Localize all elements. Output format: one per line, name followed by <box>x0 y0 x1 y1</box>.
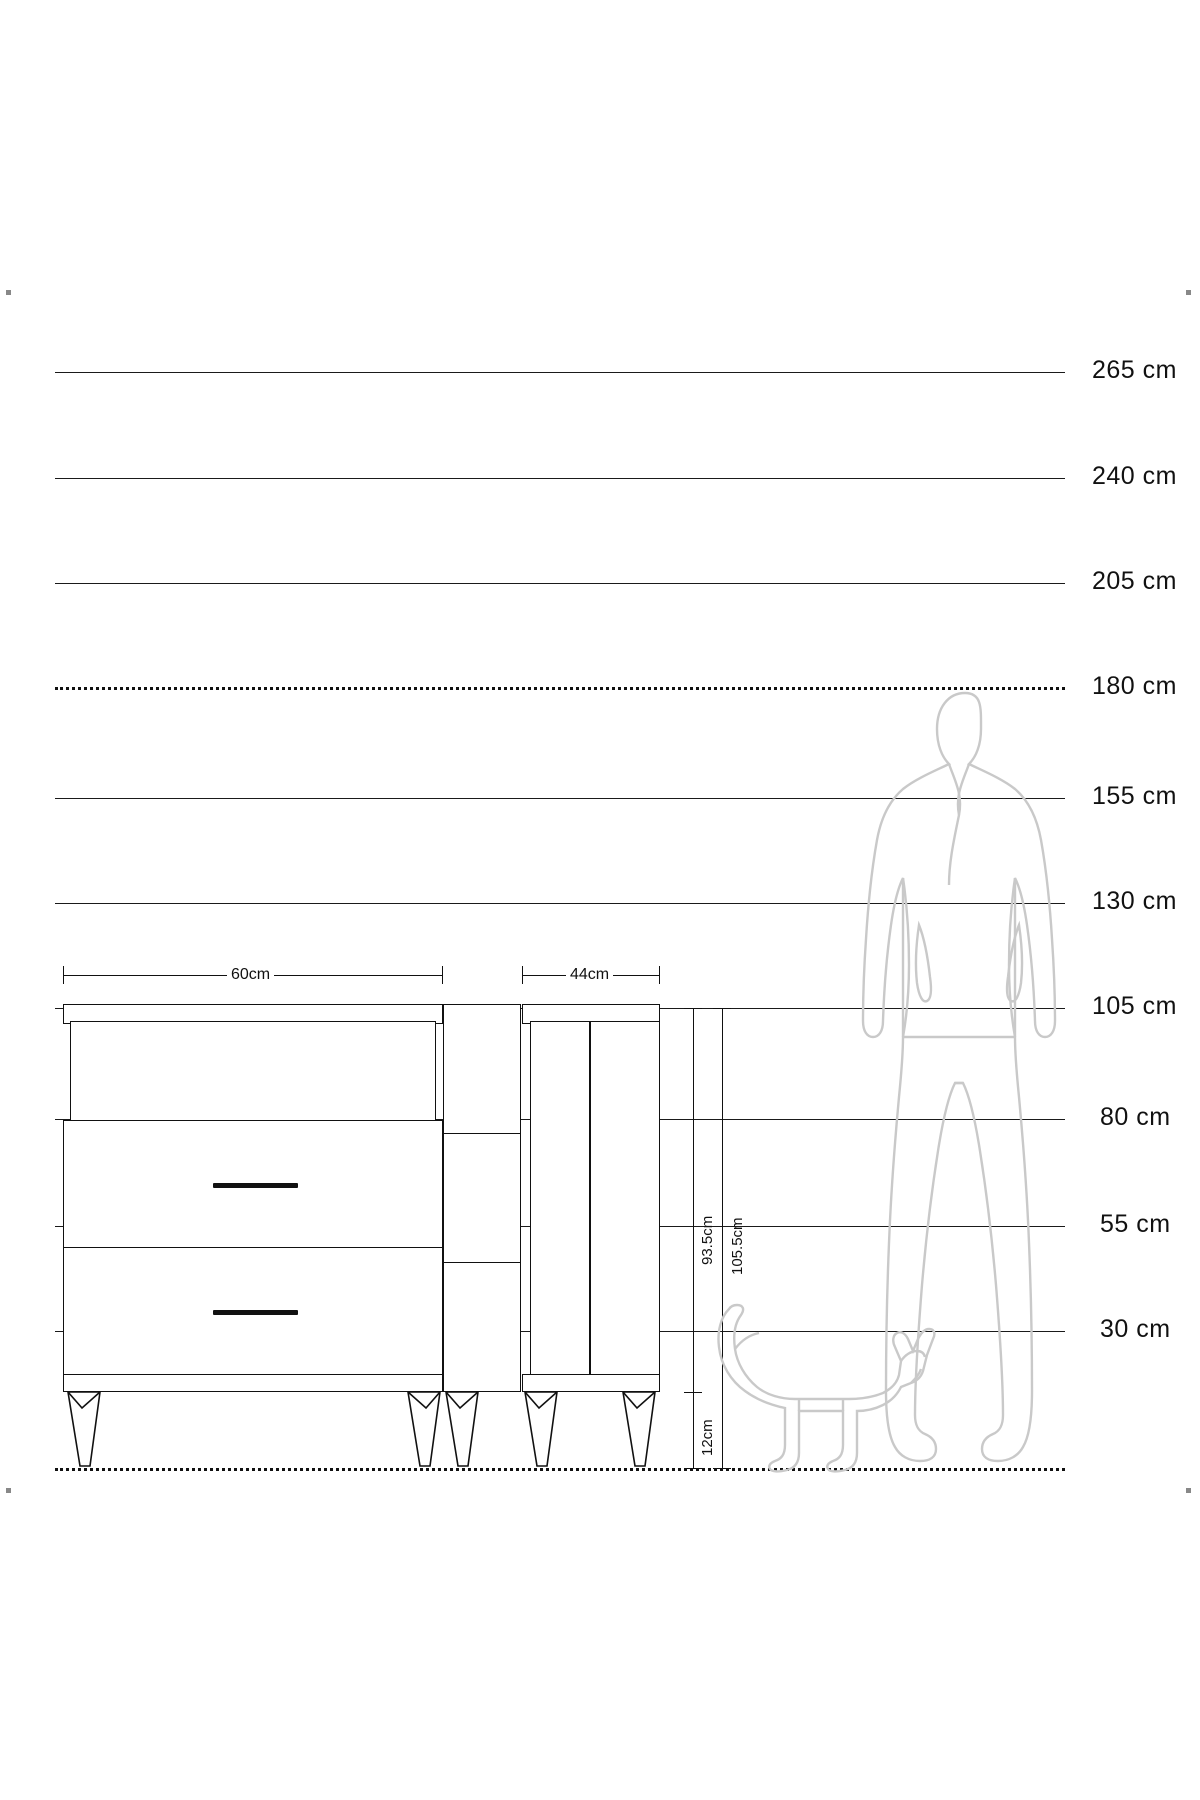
scale-label-205: 205 cm <box>1092 567 1177 595</box>
corner-mark-top-right <box>1186 290 1191 295</box>
height-dim-label-93-5: 93.5cm <box>699 1215 716 1265</box>
scale-label-80: 80 cm <box>1100 1103 1171 1131</box>
height-dim-line-12 <box>693 1392 694 1468</box>
scale-label-30: 30 cm <box>1100 1315 1171 1343</box>
height-dim-tick-bottom-12 <box>684 1468 702 1469</box>
height-dim-label-12: 12cm <box>699 1419 716 1456</box>
scale-label-240: 240 cm <box>1092 462 1177 490</box>
height-dim-label-105-5: 105.5cm <box>729 1217 746 1275</box>
dresser-drawer-1-handle[interactable] <box>213 1183 298 1188</box>
height-dim-tick-top-105-5 <box>713 1008 731 1009</box>
dresser-side-panel-mid <box>443 1133 521 1263</box>
scale-label-55: 55 cm <box>1100 1210 1171 1238</box>
height-dim-line-93-5 <box>693 1008 694 1392</box>
scale-line-240 <box>55 478 1065 479</box>
dresser-side-panel-bottom <box>443 1262 521 1392</box>
dresser-side-legs <box>440 1390 530 1472</box>
dresser-side-panel-top <box>443 1004 521 1134</box>
width-dim-tick-right-60 <box>442 966 443 984</box>
cat-silhouette <box>715 1295 955 1473</box>
width-dim-tick-left-60 <box>63 966 64 984</box>
scale-label-130: 130 cm <box>1092 887 1177 915</box>
width-dim-tick-right-44 <box>659 966 660 984</box>
dresser-open-shelf <box>70 1021 436 1121</box>
scale-label-105: 105 cm <box>1092 992 1177 1020</box>
width-dim-label-44: 44cm <box>566 967 613 983</box>
dresser-drawer-2-handle[interactable] <box>213 1310 298 1315</box>
height-dim-tick-top-93-5 <box>684 1008 702 1009</box>
scale-line-265 <box>55 372 1065 373</box>
cabinet-legs <box>519 1390 665 1472</box>
scale-line-205 <box>55 583 1065 584</box>
scale-label-180: 180 cm <box>1092 672 1177 700</box>
height-dim-tick-top-12 <box>684 1392 702 1393</box>
cabinet-door[interactable] <box>530 1021 590 1392</box>
corner-mark-bottom-right <box>1186 1488 1191 1493</box>
cabinet-side-panel <box>590 1021 660 1392</box>
width-dim-tick-left-44 <box>522 966 523 984</box>
corner-mark-bottom-left <box>6 1488 11 1493</box>
scale-label-155: 155 cm <box>1092 782 1177 810</box>
width-dim-label-60: 60cm <box>227 967 274 983</box>
dresser-legs <box>60 1390 450 1472</box>
scale-label-265: 265 cm <box>1092 356 1177 384</box>
corner-mark-top-left <box>6 290 11 295</box>
